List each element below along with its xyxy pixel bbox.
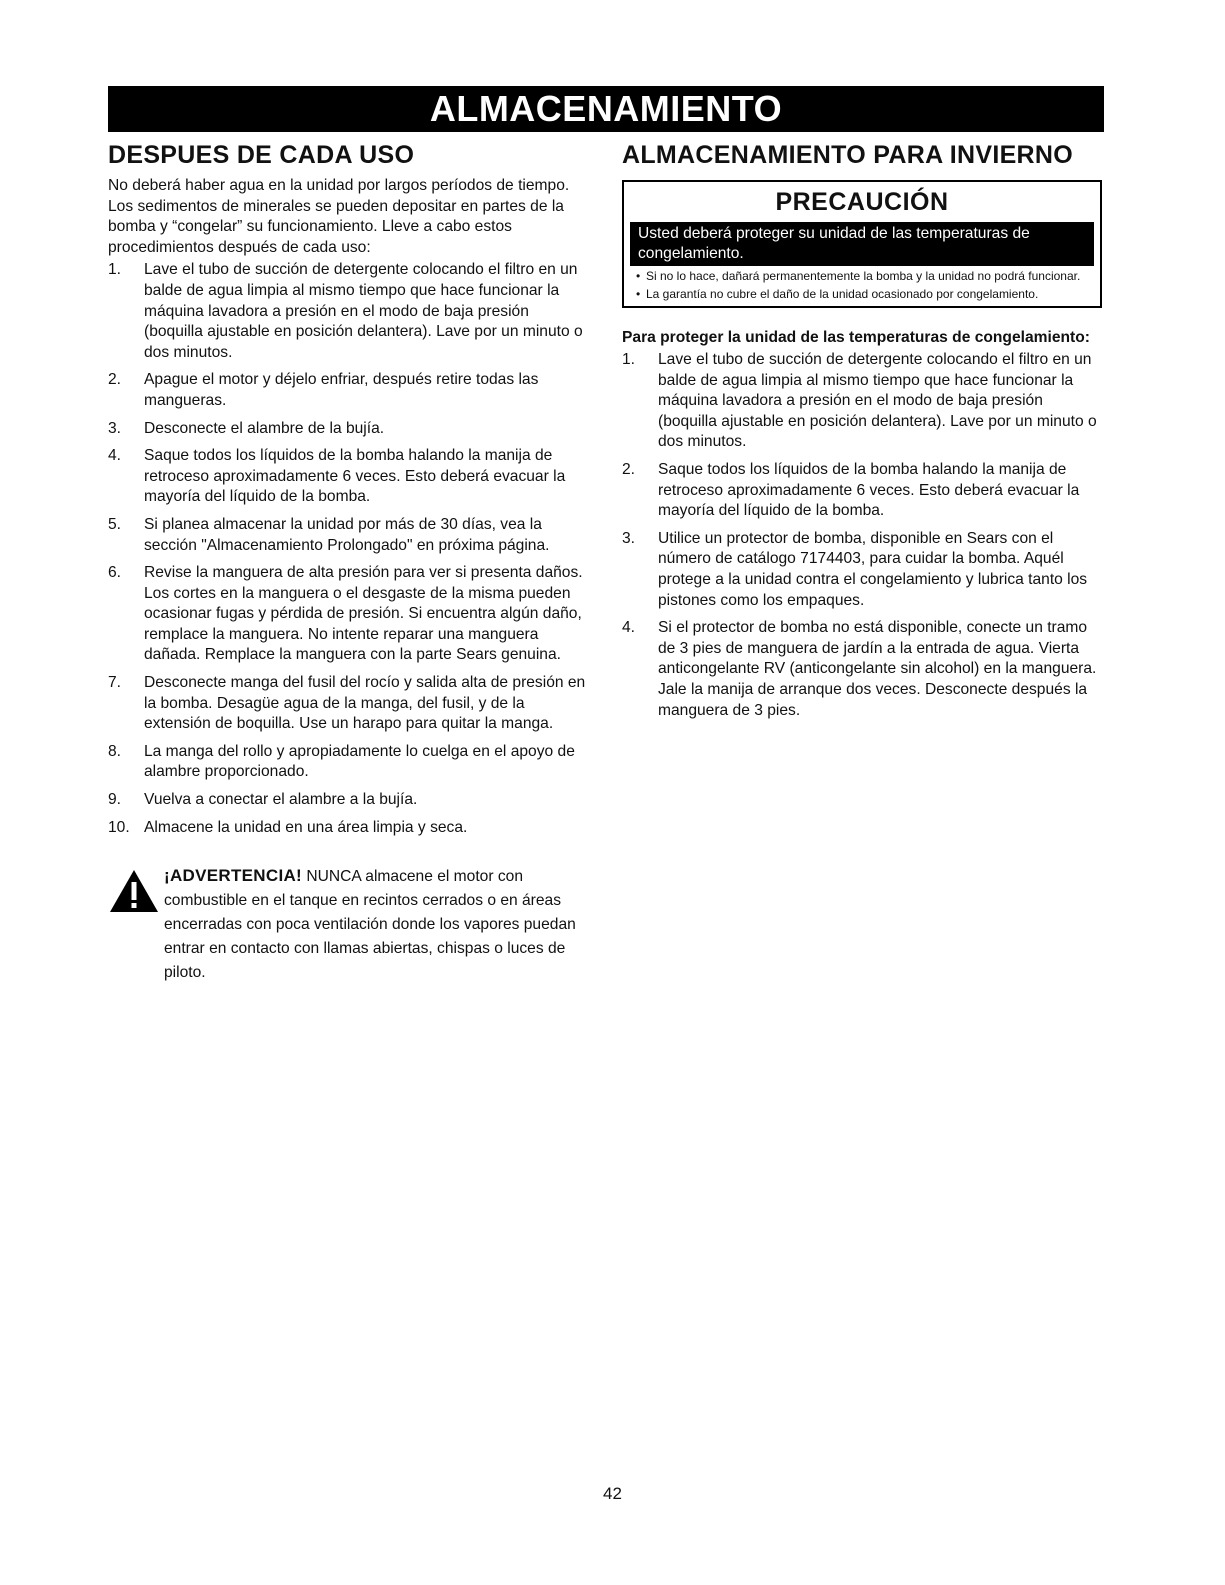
list-item: [108, 446, 588, 508]
list-item: [622, 529, 1106, 611]
page-banner: ALMACENAMIENTO: [108, 86, 1104, 132]
step-number: 6.: [108, 564, 122, 582]
warning-text: NUNCA almacene el motor con combustible en el tanque en recintos cerrados o en áreas encerradas con poca ventilación donde los vapores puedan entrar en contacto con llamas abiertas, chispas o luces de piloto.: [164, 868, 576, 982]
caution-bullet-text: La garantía no cubre el daño de la unidad ocasionado por congelamiento.: [646, 287, 1039, 301]
warning-triangle-icon: [108, 868, 160, 914]
bullet-icon: •: [636, 269, 641, 283]
caution-banner-text: Usted deberá proteger su unidad de las temperaturas de congelamiento.: [630, 222, 1094, 266]
step-text: Desconecte el alambre de la bujía.: [144, 419, 385, 437]
caution-title: PRECAUCIÓN: [775, 188, 949, 216]
step-number: 7.: [108, 674, 122, 692]
step-text: Si el protector de bomba no está disponible, conecte un tramo de 3 pies de manguera de jardín a la entrada de agua. Vierta anticongelante RV (anticongelante sin alcohol) en la manguera. Jale la manija de arranque dos veces. Desconecte después la manguera de 3 pies.: [658, 619, 1097, 719]
right-column: [622, 140, 1106, 721]
list-item: [108, 419, 588, 440]
step-text: Revise la manguera de alta presión para ver si presenta daños. Los cortes en la manguera o el desgaste de la misma pueden ocasionar fugas y pérdida de presión. Si encuentra algún daño, remplace la manguera. No intente reparar una manguera dañada. Remplace la manguera con la parte Sears genuina.: [144, 564, 583, 664]
page-number: 42: [603, 1484, 622, 1503]
step-number: 3.: [108, 419, 122, 437]
list-item: [622, 350, 1106, 453]
step-number: 8.: [108, 742, 122, 760]
step-number: 10.: [108, 818, 130, 836]
intro-paragraph: No deberá haber agua en la unidad por largos períodos de tiempo. Los sedimentos de minerales se pueden depositar en partes de la bomba y “congelar” su funcionamiento. Lleve a cabo estos procedimientos después de cada uso:: [108, 177, 570, 256]
step-text: Saque todos los líquidos de la bomba halando la manija de retroceso aproximadamente 6 veces. Esto deberá evacuar la mayoría del líquido de la bomba.: [658, 460, 1080, 520]
list-item: [108, 370, 588, 411]
left-column: [108, 140, 588, 985]
caution-box: [622, 180, 1102, 308]
list-item: [636, 287, 1090, 302]
step-number: 1.: [622, 351, 636, 368]
section-heading-winter-storage: ALMACENAMIENTO PARA INVIERNO: [622, 141, 1074, 169]
caution-bullet-text: Si no lo hace, dañará permanentemente la bomba y la unidad no podrá funcionar.: [646, 269, 1081, 283]
bullet-icon: •: [636, 287, 641, 301]
step-number: 4.: [622, 619, 636, 637]
step-text: Desconecte manga del fusil del rocío y salida alta de presión en la bomba. Desagüe agua de la manga, del fusil, y de la extensión de boquilla. Use un harapo para quitar la manga.: [144, 674, 586, 733]
step-text: Almacene la unidad en una área limpia y seca.: [144, 818, 468, 836]
protection-subheading: Para proteger la unidad de las temperaturas de congelamiento:: [622, 329, 1090, 346]
list-item: [108, 742, 588, 783]
step-text: Vuelva a conectar el alambre a la bujía.: [144, 791, 418, 809]
warning-title: ¡ADVERTENCIA!: [164, 866, 303, 886]
step-text: Si planea almacenar la unidad por más de 30 días, vea la sección "Almacenamiento Prolongado" en próxima página.: [144, 515, 550, 554]
list-item: [622, 618, 1106, 721]
step-text: Utilice un protector de bomba, disponible en Sears con el número de catálogo 7174403, para cuidar la bomba. Aquél protege a la unidad contra el congelamiento y lubrica tanto los pistones como los empaques.: [658, 529, 1088, 609]
step-text: Apague el motor y déjelo enfriar, después retire todas las mangueras.: [144, 371, 539, 409]
list-item: [108, 818, 588, 839]
list-item: [636, 269, 1090, 284]
list-item: [108, 563, 588, 666]
step-number: 4.: [108, 447, 122, 465]
step-text: Lave el tubo de succión de detergente colocando el filtro en un balde de agua limpia al mismo tiempo que hace funcionar la máquina lavadora a presión en el modo de baja presión (boquilla ajustable en posición delantera). Lave por un minuto o dos minutos.: [144, 261, 583, 361]
section-heading-after-each-use: DESPUES DE CADA USO: [108, 141, 415, 169]
step-text: Saque todos los líquidos de la bomba halando la manija de retroceso aproximadamente 6 veces. Esto deberá evacuar la mayoría del líquido de la bomba.: [144, 447, 566, 506]
after-use-steps: [108, 260, 588, 838]
step-number: 5.: [108, 515, 122, 533]
list-item: [622, 460, 1106, 522]
list-item: [108, 790, 588, 811]
step-number: 2.: [108, 371, 122, 389]
step-text: La manga del rollo y apropiadamente lo cuelga en el apoyo de alambre proporcionado.: [144, 742, 575, 781]
step-number: 3.: [622, 529, 636, 547]
step-number: 9.: [108, 791, 122, 809]
winter-steps: [622, 350, 1106, 721]
list-item: [108, 673, 588, 735]
caution-bullet-list: [624, 269, 1100, 302]
step-text: Lave el tubo de succión de detergente colocando el filtro en un balde de agua limpia al mismo tiempo que hace funcionar la máquina lavadora a presión en el modo de baja presión (boquilla ajustable en posición delantera). Lave por un minuto o dos minutos.: [658, 351, 1097, 451]
step-number: 2.: [622, 460, 636, 478]
step-number: 1.: [108, 261, 122, 279]
list-item: [108, 260, 588, 363]
warning-block: [108, 864, 588, 985]
list-item: [108, 515, 588, 556]
